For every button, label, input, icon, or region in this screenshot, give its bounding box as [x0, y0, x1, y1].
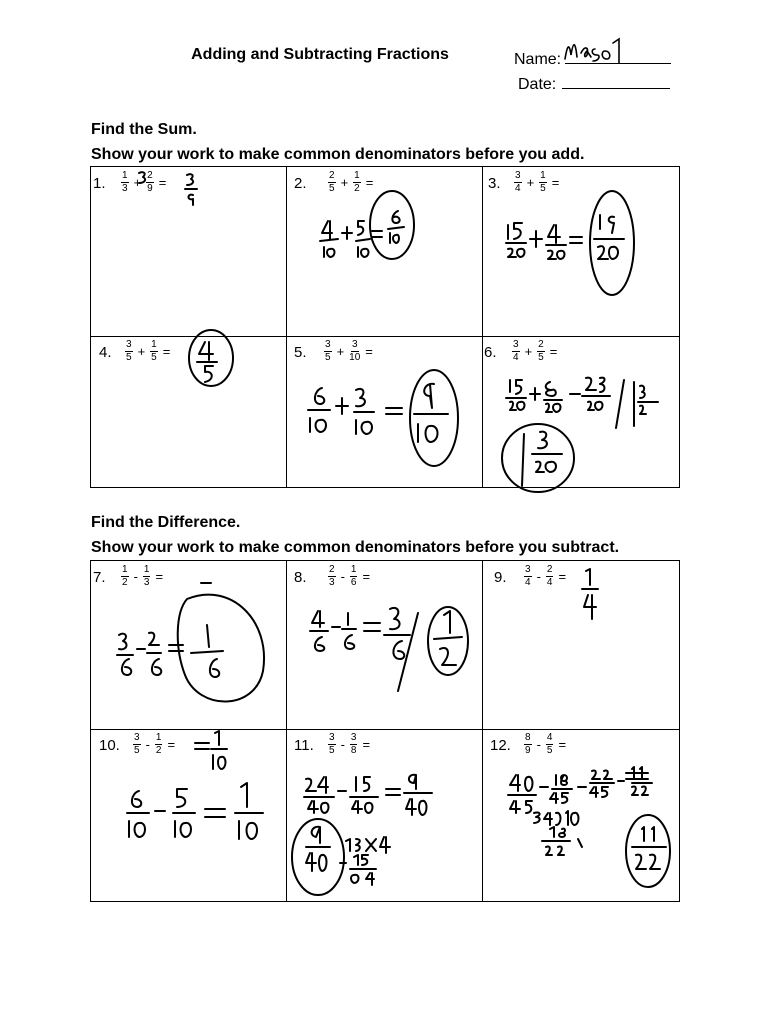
problem-cell-2[interactable]	[286, 167, 482, 336]
fraction: $\frac{2}{5}$	[538, 339, 544, 363]
sum-heading: Find the Sum.	[91, 121, 197, 138]
fraction: $\frac{2}{4}$	[546, 564, 553, 588]
problem-expression: $\frac{2}{3}$ - $\frac{1}{6}$ =	[329, 564, 371, 588]
fraction: $\frac{1}{2}$	[122, 564, 128, 588]
handwritten-work	[286, 336, 482, 487]
problem-number: 11.	[294, 737, 314, 754]
difference-instruction: Show your work to make common denominators before you subtract.	[91, 539, 620, 556]
problem-cell-8[interactable]	[286, 561, 482, 729]
fraction: $\frac{3}{8}$	[350, 732, 357, 756]
problem-number: 4.	[99, 344, 112, 361]
problem-cell-11[interactable]	[286, 729, 482, 901]
problem-number: 12.	[490, 737, 511, 754]
problem-cell-7[interactable]	[91, 561, 286, 729]
problem-number: 10.	[99, 737, 120, 754]
problem-expression: $\frac{3}{5}$ + $\frac{1}{5}$ =	[126, 339, 171, 363]
fraction: $\frac{3}{5}$	[329, 732, 335, 756]
problem-expression: $\frac{3}{4}$ - $\frac{2}{4}$ =	[525, 564, 567, 588]
fraction: $\frac{4}{5}$	[546, 732, 553, 756]
fraction: $\frac{3}{4}$	[525, 564, 531, 588]
date-blank[interactable]	[562, 72, 670, 89]
problem-cell-10[interactable]	[91, 729, 286, 901]
problem-cell-4[interactable]	[91, 336, 286, 487]
problem-expression: $\frac{3}{5}$ - $\frac{1}{2}$ =	[134, 732, 176, 756]
worksheet-title: Adding and Subtracting Fractions	[191, 46, 449, 63]
handwritten-work	[482, 561, 678, 729]
fraction: $\frac{1}{5}$	[540, 170, 546, 194]
problem-cell-5[interactable]	[286, 336, 482, 487]
fraction: $\frac{3}{10}$	[349, 339, 361, 363]
fraction: $\frac{1}{2}$	[155, 732, 162, 756]
problem-expression: $\frac{3}{5}$ + $\frac{3}{10}$ =	[325, 339, 373, 363]
problem-number: 7.	[93, 569, 106, 586]
problem-cell-6[interactable]	[482, 336, 678, 487]
difference-problem-grid	[90, 560, 680, 902]
fraction: $\frac{1}{5}$	[151, 339, 157, 363]
fraction: $\frac{3}{4}$	[515, 170, 521, 194]
fraction: $\frac{2}{3}$	[329, 564, 335, 588]
problem-expression: $\frac{1}{3}$ + $\frac{2}{9}$ =	[122, 170, 167, 194]
problem-number: 2.	[294, 175, 307, 192]
fraction: $\frac{1}{2}$	[354, 170, 360, 194]
problem-number: 3.	[488, 175, 501, 192]
problem-expression: $\frac{3}{5}$ - $\frac{3}{8}$ =	[329, 732, 371, 756]
handwritten-work	[91, 729, 286, 901]
fraction: $\frac{1}{6}$	[350, 564, 357, 588]
date-label: Date:	[518, 76, 557, 93]
fraction: $\frac{2}{5}$	[329, 170, 335, 194]
student-name-signature	[561, 33, 631, 67]
date-field	[518, 72, 670, 94]
problem-expression: $\frac{3}{4}$ + $\frac{2}{5}$ =	[513, 339, 558, 363]
handwritten-work	[286, 167, 482, 336]
fraction: $\frac{3}{5}$	[126, 339, 132, 363]
problem-number: 1.	[93, 175, 106, 192]
problem-expression: $\frac{2}{5}$ + $\frac{1}{2}$ =	[329, 170, 374, 194]
name-label: Name:	[514, 51, 562, 68]
problem-number: 6.	[484, 344, 497, 361]
sum-problem-grid	[90, 166, 680, 488]
problem-cell-1[interactable]	[91, 167, 286, 336]
fraction: $\frac{1}{3}$	[122, 170, 128, 194]
problem-expression: $\frac{3}{4}$ + $\frac{1}{5}$ =	[515, 170, 560, 194]
difference-heading: Find the Difference.	[91, 514, 241, 531]
name-field	[514, 47, 671, 69]
sum-instruction: Show your work to make common denominators before you add.	[91, 146, 585, 163]
problem-number: 5.	[294, 344, 307, 361]
problem-cell-3[interactable]	[482, 167, 678, 336]
problem-number: 9.	[494, 569, 507, 586]
handwritten-work	[91, 336, 286, 487]
fraction: $\frac{3}{4}$	[513, 339, 519, 363]
name-blank[interactable]	[565, 47, 671, 64]
problem-number: 8.	[294, 569, 307, 586]
handwritten-work	[286, 561, 482, 729]
handwritten-work	[286, 729, 482, 901]
problem-cell-12[interactable]	[482, 729, 678, 901]
handwritten-work	[482, 729, 678, 901]
fraction: $\frac{3}{5}$	[325, 339, 331, 363]
fraction: $\frac{1}{3}$	[143, 564, 150, 588]
problem-expression: $\frac{8}{9}$ - $\frac{4}{5}$ =	[525, 732, 567, 756]
fraction: $\frac{2}{9}$	[147, 170, 153, 194]
fraction: $\frac{3}{5}$	[134, 732, 140, 756]
problem-expression: $\frac{1}{2}$ - $\frac{1}{3}$ =	[122, 564, 164, 588]
problem-cell-9[interactable]	[482, 561, 678, 729]
fraction: $\frac{8}{9}$	[525, 732, 531, 756]
